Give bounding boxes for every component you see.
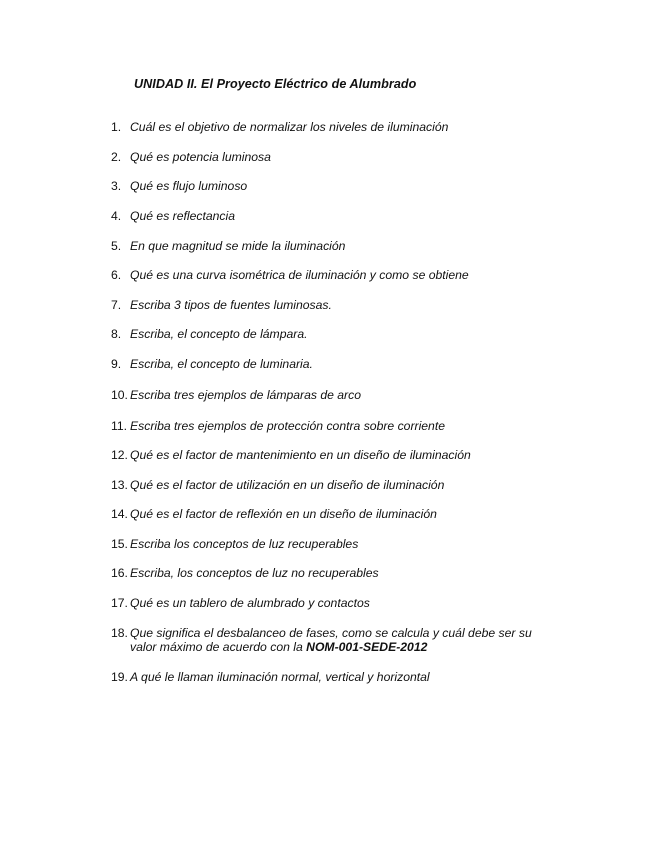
question-item bbox=[111, 179, 247, 193]
question-item bbox=[111, 209, 235, 223]
question-number: 8. bbox=[111, 327, 122, 341]
question-text-continuation: valor máximo de acuerdo con la bbox=[130, 640, 307, 654]
question-number: 1. bbox=[111, 120, 122, 134]
question-text-line-1: Que significa el desbalanceo de fases, como se calcula y cuál debe ser su bbox=[130, 626, 532, 640]
question-number: 6. bbox=[111, 268, 122, 282]
question-text: Qué es el factor de reflexión en un diseño de iluminación bbox=[130, 507, 437, 521]
question-number: 15. bbox=[111, 537, 128, 551]
question-text: Escriba los conceptos de luz recuperables bbox=[130, 537, 359, 551]
question-number: 14. bbox=[111, 507, 128, 521]
question-item bbox=[111, 327, 308, 341]
question-text-line-2 bbox=[130, 640, 427, 654]
question-number: 4. bbox=[111, 209, 122, 223]
question-number: 7. bbox=[111, 298, 122, 312]
question-item bbox=[111, 507, 437, 521]
question-number: 16. bbox=[111, 566, 128, 580]
question-item bbox=[111, 419, 445, 433]
question-number: 17. bbox=[111, 596, 128, 610]
question-item bbox=[111, 626, 532, 654]
question-text: Qué es el factor de mantenimiento en un diseño de iluminación bbox=[130, 448, 471, 462]
question-text: Cuál es el objetivo de normalizar los niveles de iluminación bbox=[130, 120, 449, 134]
question-item bbox=[111, 670, 430, 684]
question-number: 2. bbox=[111, 150, 122, 164]
question-item bbox=[111, 239, 345, 253]
question-text: Qué es el factor de utilización en un diseño de iluminación bbox=[130, 478, 445, 492]
question-text: Escriba tres ejemplos de lámparas de arco bbox=[130, 388, 361, 402]
question-item bbox=[111, 298, 332, 312]
question-text: Qué es reflectancia bbox=[130, 209, 236, 223]
question-item bbox=[111, 448, 471, 462]
question-text: Escriba, el concepto de lámpara. bbox=[130, 327, 308, 341]
document-title: UNIDAD II. El Proyecto Eléctrico de Alumbrado bbox=[134, 77, 417, 91]
question-item bbox=[111, 388, 361, 402]
question-text: A qué le llaman iluminación normal, vertical y horizontal bbox=[130, 670, 430, 684]
question-text: Qué es un tablero de alumbrado y contactos bbox=[130, 596, 370, 610]
question-number: 11. bbox=[111, 419, 128, 433]
question-text: Escriba, el concepto de luminaria. bbox=[130, 357, 313, 371]
question-number: 12. bbox=[111, 448, 128, 462]
standard-reference: NOM-001-SEDE-2012 bbox=[306, 640, 428, 654]
question-number: 10. bbox=[111, 388, 128, 402]
question-text: Qué es flujo luminoso bbox=[130, 179, 248, 193]
question-item bbox=[111, 537, 358, 551]
question-text: Qué es una curva isométrica de iluminación y como se obtiene bbox=[130, 268, 469, 282]
question-number: 18. bbox=[111, 626, 128, 640]
question-number: 5. bbox=[111, 239, 122, 253]
question-item bbox=[111, 120, 448, 134]
question-text: Qué es potencia luminosa bbox=[130, 150, 271, 164]
question-item bbox=[111, 357, 313, 371]
question-text: En que magnitud se mide la iluminación bbox=[130, 239, 346, 253]
question-item bbox=[111, 478, 444, 492]
question-number: 3. bbox=[111, 179, 122, 193]
question-number: 13. bbox=[111, 478, 128, 492]
question-text: Escriba, los conceptos de luz no recuperables bbox=[130, 566, 379, 580]
question-item bbox=[111, 566, 379, 580]
question-number: 19. bbox=[111, 670, 128, 684]
question-number: 9. bbox=[111, 357, 122, 371]
question-item bbox=[111, 150, 271, 164]
question-item bbox=[111, 596, 370, 610]
question-text: Escriba 3 tipos de fuentes luminosas. bbox=[130, 298, 332, 312]
question-text: Escriba tres ejemplos de protección contra sobre corriente bbox=[130, 419, 445, 433]
question-item bbox=[111, 268, 469, 282]
